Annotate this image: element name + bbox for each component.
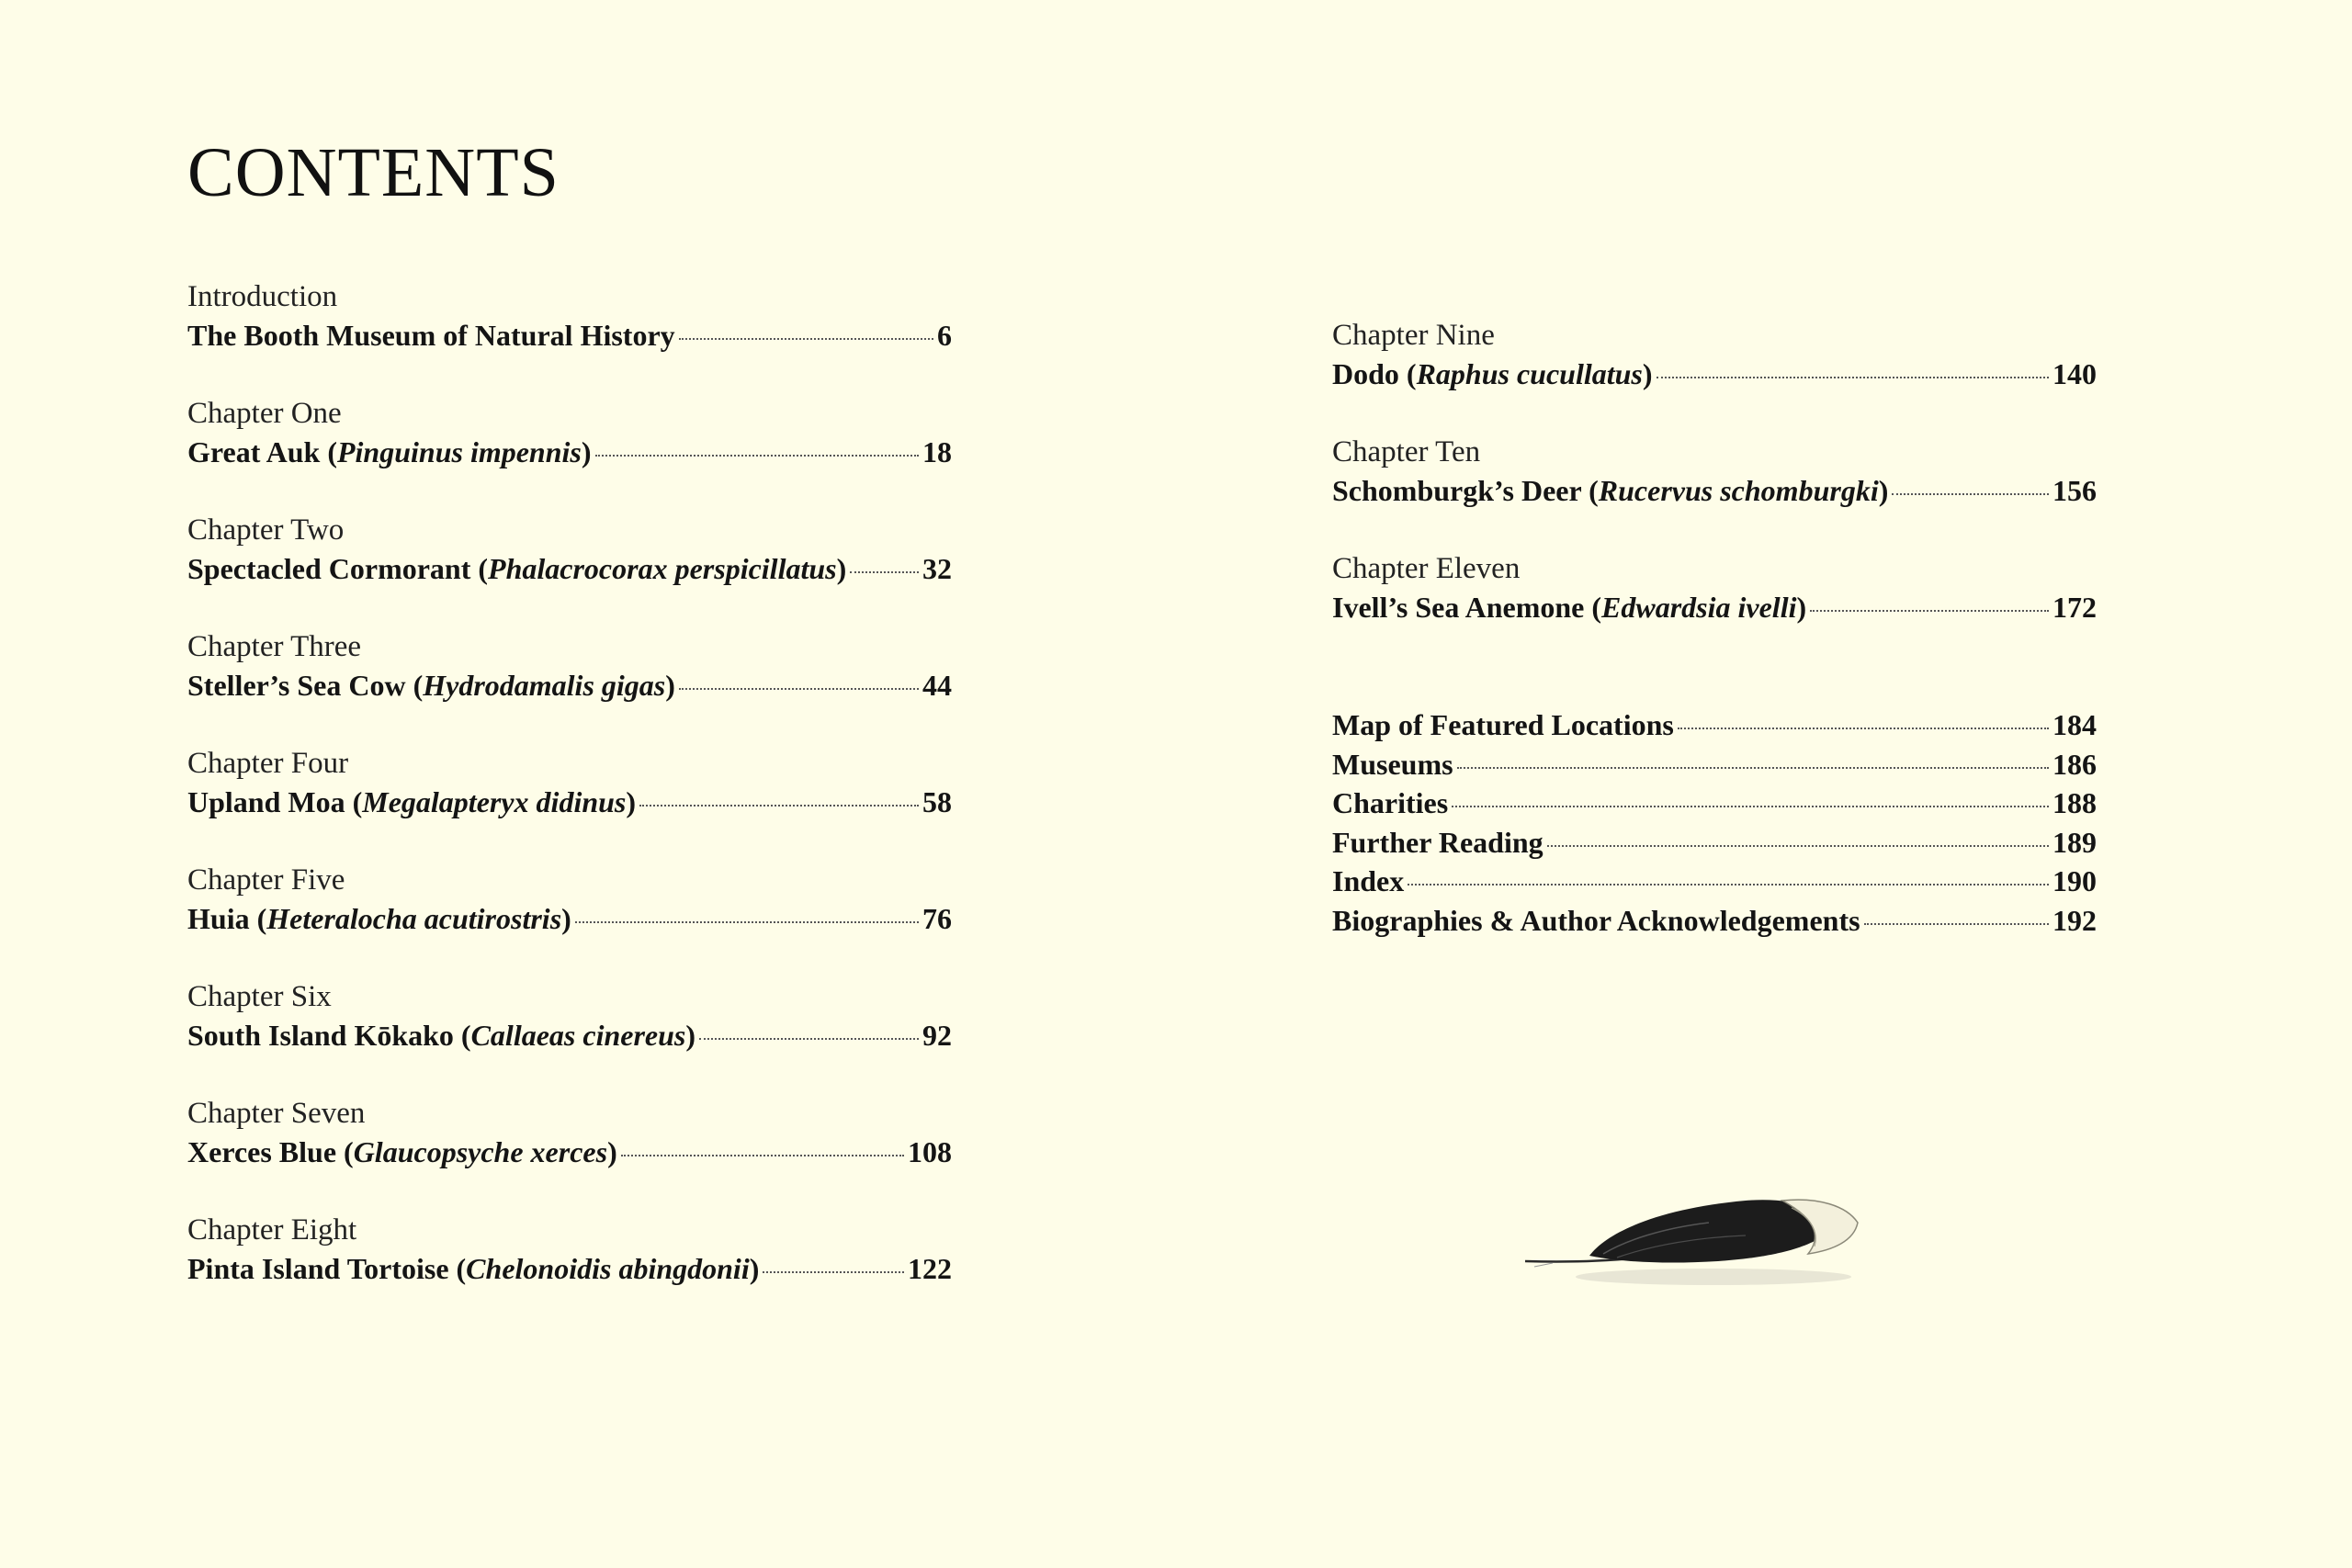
page-number: 192 bbox=[2052, 903, 2097, 937]
chapter-label: Chapter Four bbox=[187, 747, 349, 780]
toc-entry-further-reading[interactable] bbox=[1332, 823, 2097, 863]
dot-leader bbox=[621, 1155, 904, 1156]
dot-leader bbox=[1892, 493, 2049, 495]
dot-leader bbox=[679, 338, 933, 340]
toc-entry-chapter-eight[interactable] bbox=[187, 1211, 952, 1327]
toc-entry-map[interactable] bbox=[1332, 705, 2097, 745]
toc-line bbox=[1332, 588, 2097, 626]
page-number: 44 bbox=[922, 669, 952, 702]
chapter-label: Chapter Ten bbox=[1332, 435, 1481, 468]
page-number: 190 bbox=[2052, 864, 2097, 897]
dot-leader bbox=[575, 921, 919, 923]
scientific-name: Glaucopsyche xerces bbox=[353, 1135, 608, 1168]
scientific-name: Heteralocha acutirostris bbox=[266, 902, 562, 935]
entry-title: Schomburgk’s Deer (Rucervus schomburgki) bbox=[1332, 474, 1889, 507]
toc-entry-introduction[interactable] bbox=[187, 277, 952, 394]
dot-leader bbox=[1452, 806, 2049, 807]
entry-title: South Island Kōkako (Callaeas cinereus) bbox=[187, 1019, 696, 1052]
scientific-name: Hydrodamalis gigas bbox=[423, 669, 666, 702]
dot-leader bbox=[595, 455, 919, 457]
toc-entry-chapter-nine[interactable] bbox=[1332, 316, 2097, 433]
scientific-name: Phalacrocorax perspicillatus bbox=[488, 552, 837, 585]
toc-entry-chapter-ten[interactable] bbox=[1332, 433, 2097, 549]
toc-entry-chapter-one[interactable] bbox=[187, 394, 952, 511]
page-number: 189 bbox=[2052, 825, 2097, 859]
entry-title: Upland Moa (Megalapteryx didinus) bbox=[187, 785, 637, 818]
page-number: 58 bbox=[922, 785, 952, 818]
page-number: 76 bbox=[922, 902, 952, 935]
entry-title: The Booth Museum of Natural History bbox=[187, 319, 675, 352]
scientific-name: Raphus cucullatus bbox=[1416, 357, 1643, 390]
toc-entry-charities[interactable] bbox=[1332, 784, 2097, 823]
page-number: 140 bbox=[2052, 357, 2097, 390]
toc-line bbox=[187, 1016, 952, 1055]
entry-title: Xerces Blue (Glaucopsyche xerces) bbox=[187, 1135, 617, 1168]
toc-entry-biographies[interactable] bbox=[1332, 901, 2097, 941]
toc-entry-chapter-seven[interactable] bbox=[187, 1094, 952, 1211]
toc-line bbox=[187, 1133, 952, 1171]
toc-entry-index[interactable] bbox=[1332, 862, 2097, 901]
entry-title: Great Auk (Pinguinus impennis) bbox=[187, 435, 592, 468]
scientific-name: Pinguinus impennis bbox=[336, 435, 582, 468]
toc-line bbox=[187, 899, 952, 938]
toc-line bbox=[187, 316, 952, 355]
entry-title: Further Reading bbox=[1332, 825, 1544, 859]
toc-line bbox=[187, 549, 952, 588]
scientific-name: Megalapteryx didinus bbox=[362, 785, 627, 818]
chapter-label: Chapter One bbox=[187, 397, 342, 430]
toc-line bbox=[187, 433, 952, 471]
entry-title: Index bbox=[1332, 864, 1405, 897]
page-number: 92 bbox=[922, 1019, 952, 1052]
entry-title: Pinta Island Tortoise (Chelonoidis abingdonii) bbox=[187, 1252, 760, 1285]
feather-icon bbox=[1516, 1190, 1883, 1300]
page-number: 172 bbox=[2052, 591, 2097, 624]
chapter-label: Introduction bbox=[187, 280, 338, 313]
dot-leader bbox=[679, 688, 919, 690]
page-number: 184 bbox=[2052, 708, 2097, 741]
entry-title: Spectacled Cormorant (Phalacrocorax perspicillatus) bbox=[187, 552, 847, 585]
dot-leader bbox=[850, 571, 919, 573]
toc-entry-chapter-two[interactable] bbox=[187, 511, 952, 627]
chapter-label: Chapter Eight bbox=[187, 1213, 357, 1247]
back-matter-list bbox=[1332, 705, 2097, 940]
scientific-name: Rucervus schomburgki bbox=[1598, 474, 1879, 507]
toc-entry-chapter-five[interactable] bbox=[187, 861, 952, 977]
entry-title: Charities bbox=[1332, 786, 1449, 819]
entry-title: Dodo (Raphus cucullatus) bbox=[1332, 357, 1653, 390]
toc-line bbox=[1332, 355, 2097, 393]
page-title: CONTENTS bbox=[187, 134, 560, 211]
entry-title: Huia (Heteralocha acutirostris) bbox=[187, 902, 571, 935]
dot-leader bbox=[763, 1271, 904, 1273]
dot-leader bbox=[1864, 923, 2049, 925]
scientific-name: Chelonoidis abingdonii bbox=[466, 1252, 750, 1285]
entry-title: Museums bbox=[1332, 747, 1453, 781]
page-number: 186 bbox=[2052, 747, 2097, 781]
page-number: 122 bbox=[908, 1252, 952, 1285]
page-number: 32 bbox=[922, 552, 952, 585]
dot-leader bbox=[639, 805, 919, 807]
page-number: 18 bbox=[922, 435, 952, 468]
page-number: 188 bbox=[2052, 786, 2097, 819]
chapter-label: Chapter Seven bbox=[187, 1097, 366, 1130]
page-number: 108 bbox=[908, 1135, 952, 1168]
toc-entry-chapter-six[interactable] bbox=[187, 977, 952, 1094]
chapter-label: Chapter Two bbox=[187, 513, 345, 547]
dot-leader bbox=[1547, 845, 2049, 847]
dot-leader bbox=[1408, 884, 2049, 886]
dot-leader bbox=[1810, 610, 2049, 612]
toc-entry-museums[interactable] bbox=[1332, 745, 2097, 784]
dot-leader bbox=[1657, 377, 2049, 378]
toc-line bbox=[187, 1249, 952, 1288]
dot-leader bbox=[1457, 767, 2049, 769]
chapter-label: Chapter Three bbox=[187, 630, 362, 663]
chapter-label: Chapter Eleven bbox=[1332, 552, 1521, 585]
entry-title: Biographies & Author Acknowledgements bbox=[1332, 903, 1860, 937]
chapter-label: Chapter Nine bbox=[1332, 319, 1495, 352]
entry-title: Steller’s Sea Cow (Hydrodamalis gigas) bbox=[187, 669, 675, 702]
toc-entry-chapter-eleven[interactable] bbox=[1332, 549, 2097, 666]
chapter-label: Chapter Six bbox=[187, 980, 332, 1013]
contents-right-column bbox=[1332, 316, 2097, 666]
page-number: 6 bbox=[937, 319, 952, 352]
toc-line bbox=[1332, 471, 2097, 510]
chapter-label: Chapter Five bbox=[187, 863, 345, 897]
toc-line bbox=[187, 666, 952, 705]
page-number: 156 bbox=[2052, 474, 2097, 507]
scientific-name: Callaeas cinereus bbox=[470, 1019, 686, 1052]
entry-title: Map of Featured Locations bbox=[1332, 708, 1674, 741]
dot-leader bbox=[699, 1038, 919, 1040]
scientific-name: Edwardsia ivelli bbox=[1601, 591, 1797, 624]
toc-entry-chapter-four[interactable] bbox=[187, 744, 952, 861]
dot-leader bbox=[1678, 728, 2049, 729]
contents-left-column bbox=[187, 277, 952, 1327]
toc-entry-chapter-three[interactable] bbox=[187, 627, 952, 744]
toc-line bbox=[187, 783, 952, 821]
entry-title: Ivell’s Sea Anemone (Edwardsia ivelli) bbox=[1332, 591, 1807, 624]
